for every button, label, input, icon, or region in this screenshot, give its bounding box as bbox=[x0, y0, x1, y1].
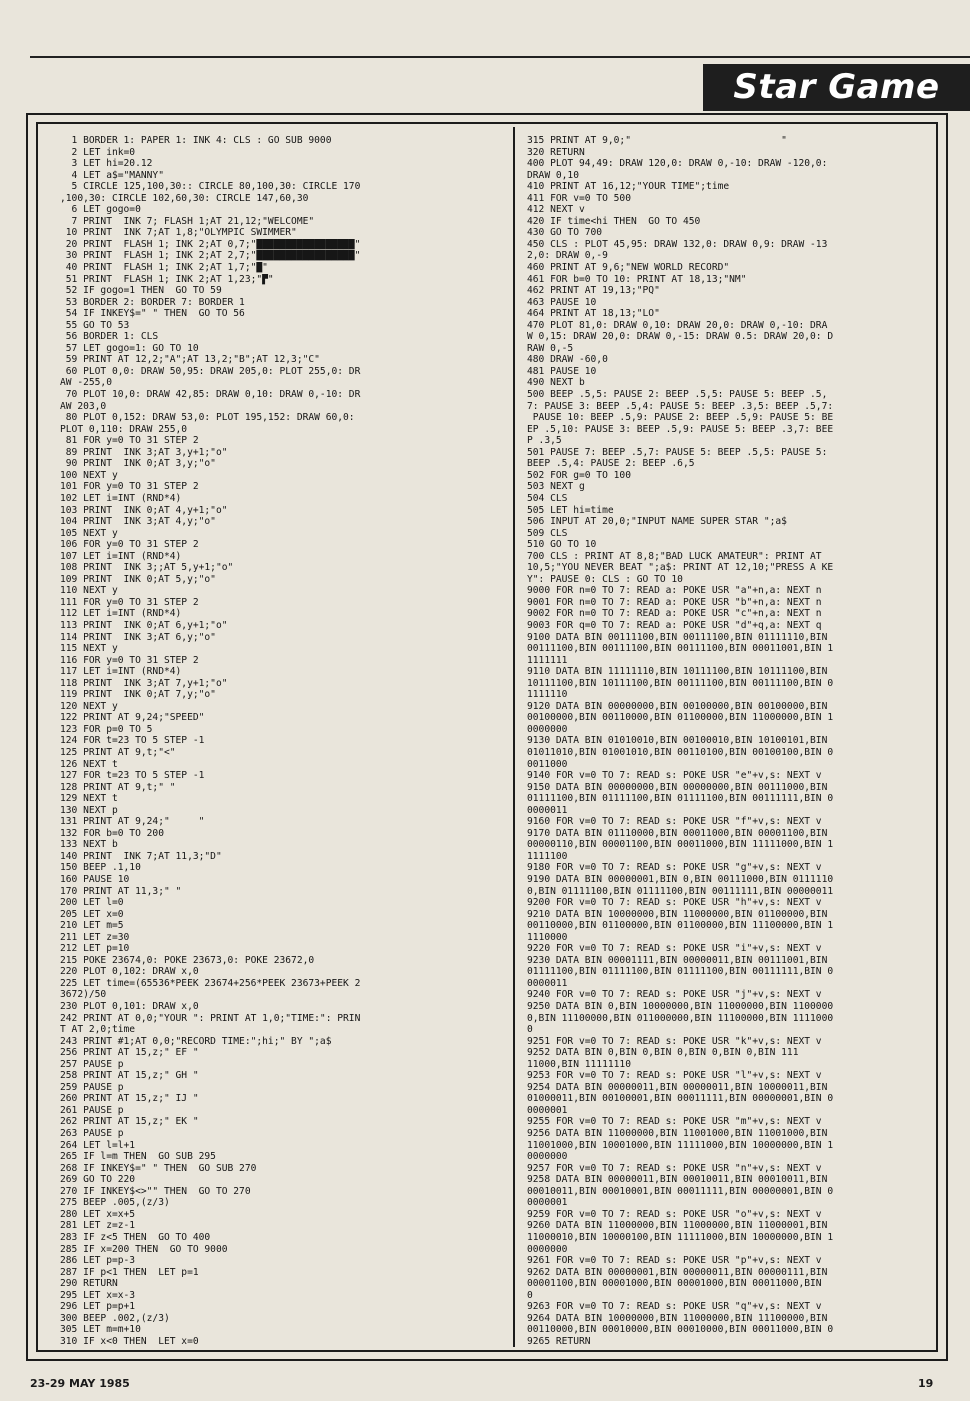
code-line: 9180 FOR v=0 TO 7: READ s: POKE USR "g"+v,s: NEXT v bbox=[527, 862, 822, 874]
code-line: 112 LET i=INT (RND*4) bbox=[60, 608, 182, 620]
code-line: 128 PRINT AT 9,t;" " bbox=[60, 781, 176, 793]
code-line: 54 IF INKEY$=" " THEN GO TO 56 bbox=[60, 308, 245, 320]
code-line: 505 LET hi=time bbox=[527, 504, 614, 516]
code-line: 103 PRINT INK 0;AT 4,y+1;"o" bbox=[60, 504, 228, 516]
code-line: 9263 FOR v=0 TO 7: READ s: POKE USR "q"+v,s: NEXT v bbox=[527, 1301, 822, 1313]
code-line: 117 LET i=INT (RND*4) bbox=[60, 666, 182, 678]
code-line: 205 LET x=0 bbox=[60, 908, 124, 920]
code-line: 00001100,BIN 00001000,BIN 00001000,BIN 00011000,BIN bbox=[527, 1278, 822, 1290]
code-line: 9100 DATA BIN 00111100,BIN 00111100,BIN 01111110,BIN bbox=[527, 631, 828, 643]
code-line: 10,5;"YOU NEVER BEAT ";a$: PRINT AT 12,10;"PRESS A KE bbox=[527, 562, 834, 574]
code-line: 503 NEXT g bbox=[527, 481, 585, 493]
code-line: EP .5,10: PAUSE 3: BEEP .5,9: PAUSE 5: BEEP .3,7: BEE bbox=[527, 423, 834, 435]
code-line: 9256 DATA BIN 11000000,BIN 11001000,BIN 11001000,BIN bbox=[527, 1128, 828, 1140]
code-line: 220 PLOT 0,102: DRAW x,0 bbox=[60, 966, 199, 978]
code-line: 2,0: DRAW 0,-9 bbox=[527, 250, 608, 262]
code-line: 262 PRINT AT 15,z;" EK " bbox=[60, 1116, 199, 1128]
code-line: 109 PRINT INK 0;AT 5,y;"o" bbox=[60, 573, 216, 585]
code-line: 258 PRINT AT 15,z;" GH " bbox=[60, 1070, 199, 1082]
code-line: T AT 2,0;time bbox=[60, 1024, 136, 1036]
code-line: 0000000 bbox=[527, 1151, 568, 1163]
code-line: 1111110 bbox=[527, 689, 568, 701]
code-line: 9265 RETURN bbox=[527, 1335, 591, 1347]
code-line: 9001 FOR n=0 TO 7: READ a: POKE USR "b"+n,a: NEXT n bbox=[527, 596, 822, 608]
code-line: 81 FOR y=0 TO 31 STEP 2 bbox=[60, 435, 199, 447]
code-line: 9220 FOR v=0 TO 7: READ s: POKE USR "i"+v,s: NEXT v bbox=[527, 943, 822, 955]
code-line: 0011000 bbox=[527, 758, 568, 770]
code-line: 111 FOR y=0 TO 31 STEP 2 bbox=[60, 596, 199, 608]
code-line: 132 FOR b=0 TO 200 bbox=[60, 827, 164, 839]
code-line: 264 LET l=l+1 bbox=[60, 1139, 136, 1151]
code-line: 410 PRINT AT 16,12;"YOUR TIME";time bbox=[527, 181, 730, 193]
code-line: 290 RETURN bbox=[60, 1278, 118, 1290]
code-line: 242 PRINT AT 0,0;"YOUR ": PRINT AT 1,0;"TIME:": PRIN bbox=[60, 1012, 361, 1024]
code-line: 2 LET ink=0 bbox=[60, 146, 136, 158]
code-line: 11001000,BIN 10001000,BIN 11111000,BIN 10000000,BIN 1 bbox=[527, 1139, 834, 1151]
code-line: 00110000,BIN 01100000,BIN 01100000,BIN 11100000,BIN 1 bbox=[527, 920, 834, 932]
code-line: 116 FOR y=0 TO 31 STEP 2 bbox=[60, 654, 199, 666]
code-line: 7 PRINT INK 7; FLASH 1;AT 21,12;"WELCOME" bbox=[60, 215, 315, 227]
code-line: 1110000 bbox=[527, 931, 568, 943]
code-line: 502 FOR g=0 TO 100 bbox=[527, 469, 631, 481]
code-line: 4 LET a$="MANNY" bbox=[60, 169, 164, 181]
code-line: 280 LET x=x+5 bbox=[60, 1208, 136, 1220]
code-line: 122 PRINT AT 9,24;"SPEED" bbox=[60, 712, 205, 724]
code-line: 9253 FOR v=0 TO 7: READ s: POKE USR "l"+v,s: NEXT v bbox=[527, 1070, 822, 1082]
code-line: 9110 DATA BIN 11111110,BIN 10111100,BIN 10111100,BIN bbox=[527, 666, 828, 678]
code-line: 9160 FOR v=0 TO 7: READ s: POKE USR "f"+v,s: NEXT v bbox=[527, 816, 822, 828]
code-line: 464 PRINT AT 18,13;"LO" bbox=[527, 308, 660, 320]
code-line: 295 LET x=x-3 bbox=[60, 1289, 136, 1301]
code-line: AW 203,0 bbox=[60, 400, 107, 412]
code-line: 130 NEXT p bbox=[60, 804, 118, 816]
code-line: 287 IF p<1 THEN LET p=1 bbox=[60, 1266, 199, 1278]
code-line: 310 IF x<0 THEN LET x=0 bbox=[60, 1335, 199, 1347]
code-line: 5 CIRCLE 125,100,30:: CIRCLE 80,100,30: CIRCLE 170 bbox=[60, 181, 361, 193]
code-line: 9259 FOR v=0 TO 7: READ s: POKE USR "o"+v,s: NEXT v bbox=[527, 1208, 822, 1220]
code-line: 10111100,BIN 10111100,BIN 00111100,BIN 00111100,BIN 0 bbox=[527, 677, 834, 689]
code-line: 265 IF l=m THEN GO SUB 295 bbox=[60, 1151, 216, 1163]
listing-right-column bbox=[527, 135, 929, 1347]
code-line: 131 PRINT AT 9,24;" " bbox=[60, 816, 205, 828]
code-line: 0000000 bbox=[527, 723, 568, 735]
code-line: 501 PAUSE 7: BEEP .5,7: PAUSE 5: BEEP .5,5: PAUSE 5: bbox=[527, 446, 828, 458]
code-line: 100 NEXT y bbox=[60, 469, 118, 481]
code-line: AW -255,0 bbox=[60, 377, 112, 389]
code-line: 1 BORDER 1: PAPER 1: INK 4: CLS : GO SUB 9000 bbox=[60, 135, 332, 146]
code-line: 270 IF INKEY$<>"" THEN GO TO 270 bbox=[60, 1185, 251, 1197]
code-line: 200 LET l=0 bbox=[60, 897, 124, 909]
code-line: 269 GO TO 220 bbox=[60, 1174, 136, 1186]
code-line: 0000011 bbox=[527, 804, 568, 816]
code-line: 275 BEEP .005,(z/3) bbox=[60, 1197, 170, 1209]
code-line: 0 bbox=[527, 1024, 533, 1036]
code-line: 51 PRINT FLASH 1; INK 2;AT 1,23;"▛" bbox=[60, 273, 274, 285]
code-line: 320 RETURN bbox=[527, 146, 585, 158]
code-line: 150 BEEP .1,10 bbox=[60, 862, 141, 874]
code-line: 490 NEXT b bbox=[527, 377, 585, 389]
code-line: 00010011,BIN 00010001,BIN 00011111,BIN 00000001,BIN 0 bbox=[527, 1185, 834, 1197]
code-line: 01111100,BIN 01111100,BIN 01111100,BIN 00111111,BIN 0 bbox=[527, 966, 834, 978]
code-line: 7: PAUSE 3: BEEP .5,4: PAUSE 5: BEEP .3,5: BEEP .5,7: bbox=[527, 400, 834, 412]
code-line: 59 PRINT AT 12,2;"A";AT 13,2;"B";AT 12,3;"C" bbox=[60, 354, 320, 366]
code-line: 212 LET p=10 bbox=[60, 943, 130, 955]
code-line: 0000001 bbox=[527, 1197, 568, 1209]
code-line: 9252 DATA BIN 0,BIN 0,BIN 0,BIN 0,BIN 0,BIN 111 bbox=[527, 1047, 799, 1059]
code-line: Y": PAUSE 0: CLS : GO TO 10 bbox=[527, 573, 683, 585]
code-line: 0,BIN 11100000,BIN 011000000,BIN 11100000,BIN 1111000 bbox=[527, 1012, 834, 1024]
code-line: ,100,30: CIRCLE 102,60,30: CIRCLE 147,60,30 bbox=[60, 192, 309, 204]
code-line: 6 LET gogo=0 bbox=[60, 204, 141, 216]
code-line: 0 bbox=[527, 1289, 533, 1301]
code-line: 480 DRAW -60,0 bbox=[527, 354, 608, 366]
code-line: 504 CLS bbox=[527, 492, 568, 504]
code-line: 9240 FOR v=0 TO 7: READ s: POKE USR "j"+v,s: NEXT v bbox=[527, 989, 822, 1001]
code-line: 10 PRINT INK 7;AT 1,8;"OLYMPIC SWIMMER" bbox=[60, 227, 297, 239]
code-line: 108 PRINT INK 3;;AT 5,y+1;"o" bbox=[60, 562, 234, 574]
code-line: 9261 FOR v=0 TO 7: READ s: POKE USR "p"+v,s: NEXT v bbox=[527, 1255, 822, 1267]
code-line: 470 PLOT 81,0: DRAW 0,10: DRAW 20,0: DRAW 0,-10: DRA bbox=[527, 319, 828, 331]
code-line: 268 IF INKEY$=" " THEN GO SUB 270 bbox=[60, 1162, 257, 1174]
top-rule bbox=[30, 56, 970, 58]
code-line: 9255 FOR v=0 TO 7: READ s: POKE USR "m"+v,s: NEXT v bbox=[527, 1116, 822, 1128]
code-line: 281 LET z=z-1 bbox=[60, 1220, 136, 1232]
code-line: PAUSE 10: BEEP .5,9: PAUSE 2: BEEP .5,9: PAUSE 5: BE bbox=[527, 412, 834, 424]
code-line: 9262 DATA BIN 00000001,BIN 00000011,BIN 00000111,BIN bbox=[527, 1266, 828, 1278]
code-line: 0000011 bbox=[527, 977, 568, 989]
code-line: 9120 DATA BIN 00000000,BIN 00100000,BIN 00100000,BIN bbox=[527, 700, 828, 712]
page-number: 19 bbox=[918, 1377, 934, 1390]
code-line: 57 LET gogo=1: GO TO 10 bbox=[60, 342, 199, 354]
code-line: 01000011,BIN 00100001,BIN 00011111,BIN 00000001,BIN 0 bbox=[527, 1093, 834, 1105]
code-line: 127 FOR t=23 TO 5 STEP -1 bbox=[60, 770, 205, 782]
code-line: 9257 FOR v=0 TO 7: READ s: POKE USR "n"+v,s: NEXT v bbox=[527, 1162, 822, 1174]
code-line: 500 BEEP .5,5: PAUSE 2: BEEP .5,5: PAUSE 5: BEEP .5, bbox=[527, 389, 828, 401]
code-line: DRAW 0,10 bbox=[527, 169, 579, 181]
code-line: PLOT 0,110: DRAW 255,0 bbox=[60, 423, 188, 435]
code-line: 510 GO TO 10 bbox=[527, 539, 597, 551]
code-line: 30 PRINT FLASH 1; INK 2;AT 2,7;"█████████████████" bbox=[60, 250, 361, 262]
code-line: 00111100,BIN 00111100,BIN 00111100,BIN 00011001,BIN 1 bbox=[527, 643, 834, 655]
code-line: 463 PAUSE 10 bbox=[527, 296, 597, 308]
code-line: 9140 FOR v=0 TO 7: READ s: POKE USR "e"+v,s: NEXT v bbox=[527, 770, 822, 782]
code-line: 263 PAUSE p bbox=[60, 1128, 124, 1140]
code-line: 9210 DATA BIN 10000000,BIN 11000000,BIN 01100000,BIN bbox=[527, 908, 828, 920]
code-line: 9230 DATA BIN 00001111,BIN 00000011,BIN 00111001,BIN bbox=[527, 954, 828, 966]
code-line: 89 PRINT INK 3;AT 3,y+1;"o" bbox=[60, 446, 228, 458]
code-line: 9000 FOR n=0 TO 7: READ a: POKE USR "a"+n,a: NEXT n bbox=[527, 585, 822, 597]
code-line: 462 PRINT AT 19,13;"PQ" bbox=[527, 285, 660, 297]
code-line: 9003 FOR q=0 TO 7: READ a: POKE USR "d"+q,a: NEXT q bbox=[527, 619, 822, 631]
code-line: 113 PRINT INK 0;AT 6,y+1;"o" bbox=[60, 619, 228, 631]
code-line: 315 PRINT AT 9,0;" " bbox=[527, 135, 787, 146]
code-line: 101 FOR y=0 TO 31 STEP 2 bbox=[60, 481, 199, 493]
code-line: 56 BORDER 1: CLS bbox=[60, 331, 159, 343]
code-line: 481 PAUSE 10 bbox=[527, 365, 597, 377]
code-line: 412 NEXT v bbox=[527, 204, 585, 216]
code-line: 243 PRINT #1;AT 0,0;"RECORD TIME:";hi;" BY ";a$ bbox=[60, 1035, 332, 1047]
code-line: 114 PRINT INK 3;AT 6,y;"o" bbox=[60, 631, 216, 643]
code-line: 9250 DATA BIN 0,BIN 10000000,BIN 11000000,BIN 1100000 bbox=[527, 1001, 834, 1013]
code-line: 3 LET hi=20.12 bbox=[60, 158, 153, 170]
code-line: 80 PLOT 0,152: DRAW 53,0: PLOT 195,152: DRAW 60,0: bbox=[60, 412, 355, 424]
code-line: 11000,BIN 11111110 bbox=[527, 1058, 631, 1070]
code-line: 105 NEXT y bbox=[60, 527, 118, 539]
code-line: 215 POKE 23674,0: POKE 23673,0: POKE 23672,0 bbox=[60, 954, 315, 966]
code-line: 70 PLOT 10,0: DRAW 42,85: DRAW 0,10: DRAW 0,-10: DR bbox=[60, 389, 361, 401]
code-line: 506 INPUT AT 20,0;"INPUT NAME SUPER STAR ";a$ bbox=[527, 516, 787, 528]
code-line: 140 PRINT INK 7;AT 11,3;"D" bbox=[60, 850, 222, 862]
code-line: 285 IF x=200 THEN GO TO 9000 bbox=[60, 1243, 228, 1255]
code-line: RAW 0,-5 bbox=[527, 342, 574, 354]
code-line: 296 LET p=p+1 bbox=[60, 1301, 136, 1313]
code-line: 225 LET time=(65536*PEEK 23674+256*PEEK 23673+PEEK 2 bbox=[60, 977, 361, 989]
code-line: 124 FOR t=23 TO 5 STEP -1 bbox=[60, 735, 205, 747]
code-line: 9264 DATA BIN 10000000,BIN 11000000,BIN 11100000,BIN bbox=[527, 1312, 828, 1324]
code-line: 60 PLOT 0,0: DRAW 50,95: DRAW 205,0: PLOT 255,0: DR bbox=[60, 365, 361, 377]
code-line: 0000001 bbox=[527, 1104, 568, 1116]
section-title: Star Game bbox=[703, 64, 970, 111]
code-line: 257 PAUSE p bbox=[60, 1058, 124, 1070]
code-line: 9254 DATA BIN 00000011,BIN 00000011,BIN 10000011,BIN bbox=[527, 1081, 828, 1093]
code-line: 261 PAUSE p bbox=[60, 1104, 124, 1116]
code-line: 0,BIN 01111100,BIN 01111100,BIN 00111111,BIN 00000011 bbox=[527, 885, 834, 897]
code-line: 125 PRINT AT 9,t;"<" bbox=[60, 746, 176, 758]
code-line: P .3,5 bbox=[527, 435, 562, 447]
code-line: BEEP .5,4: PAUSE 2: BEEP .6,5 bbox=[527, 458, 695, 470]
code-line: 20 PRINT FLASH 1; INK 2;AT 0,7;"█████████████████" bbox=[60, 238, 361, 250]
code-line: 107 LET i=INT (RND*4) bbox=[60, 550, 182, 562]
code-line: 0000000 bbox=[527, 1243, 568, 1255]
code-line: 509 CLS bbox=[527, 527, 568, 539]
code-line: 170 PRINT AT 11,3;" " bbox=[60, 885, 182, 897]
code-line: 286 LET p=p-3 bbox=[60, 1255, 136, 1267]
code-line: 9190 DATA BIN 00000001,BIN 0,BIN 00111000,BIN 0111110 bbox=[527, 874, 834, 885]
code-line: 01011010,BIN 01001010,BIN 00110100,BIN 00100100,BIN 0 bbox=[527, 746, 834, 758]
code-line: 259 PAUSE p bbox=[60, 1081, 124, 1093]
code-line: 00100000,BIN 00110000,BIN 01100000,BIN 11000000,BIN 1 bbox=[527, 712, 834, 724]
code-line: 9002 FOR n=0 TO 7: READ a: POKE USR "c"+n,a: NEXT n bbox=[527, 608, 822, 620]
code-line: 115 NEXT y bbox=[60, 643, 118, 655]
code-line: 9260 DATA BIN 11000000,BIN 11000000,BIN 11000001,BIN bbox=[527, 1220, 828, 1232]
code-line: 283 IF z<5 THEN GO TO 400 bbox=[60, 1231, 211, 1243]
code-line: 01111100,BIN 01111100,BIN 01111100,BIN 00111111,BIN 0 bbox=[527, 793, 834, 805]
code-line: 160 PAUSE 10 bbox=[60, 874, 130, 885]
code-line: 00110000,BIN 00010000,BIN 00010000,BIN 00011000,BIN 0 bbox=[527, 1324, 834, 1336]
code-line: 133 NEXT b bbox=[60, 839, 118, 851]
code-line: 126 NEXT t bbox=[60, 758, 118, 770]
code-line: 90 PRINT INK 0;AT 3,y;"o" bbox=[60, 458, 216, 470]
code-line: 461 FOR b=0 TO 10: PRINT AT 18,13;"NM" bbox=[527, 273, 747, 285]
listing-left-column bbox=[60, 135, 506, 1347]
code-line: 102 LET i=INT (RND*4) bbox=[60, 492, 182, 504]
code-line: 460 PRINT AT 9,6;"NEW WORLD RECORD" bbox=[527, 262, 730, 274]
code-line: 00000110,BIN 00001100,BIN 00011000,BIN 11111000,BIN 1 bbox=[527, 839, 834, 851]
code-line: 450 CLS : PLOT 45,95: DRAW 132,0: DRAW 0,9: DRAW -13 bbox=[527, 238, 828, 250]
column-divider bbox=[513, 127, 515, 1347]
code-line: 119 PRINT INK 0;AT 7,y;"o" bbox=[60, 689, 216, 701]
code-line: 104 PRINT INK 3;AT 4,y;"o" bbox=[60, 516, 216, 528]
code-line: 129 NEXT t bbox=[60, 793, 118, 805]
code-line: 9170 DATA BIN 01110000,BIN 00011000,BIN 00001100,BIN bbox=[527, 827, 828, 839]
code-line: 110 NEXT y bbox=[60, 585, 118, 597]
code-line: 55 GO TO 53 bbox=[60, 319, 130, 331]
code-line: 411 FOR v=0 TO 500 bbox=[527, 192, 631, 204]
code-line: 256 PRINT AT 15,z;" EF " bbox=[60, 1047, 199, 1059]
code-line: 11000010,BIN 10000100,BIN 11111000,BIN 10000000,BIN 1 bbox=[527, 1231, 834, 1243]
code-line: 40 PRINT FLASH 1; INK 2;AT 1,7;"█" bbox=[60, 262, 268, 274]
code-line: 3672)/50 bbox=[60, 989, 107, 1001]
code-line: 420 IF time<hi THEN GO TO 450 bbox=[527, 215, 701, 227]
code-line: 305 LET m=m+10 bbox=[60, 1324, 141, 1336]
code-line: 9258 DATA BIN 00000011,BIN 00010011,BIN 00010011,BIN bbox=[527, 1174, 828, 1186]
code-line: 211 LET z=30 bbox=[60, 931, 130, 943]
code-line: 9130 DATA BIN 01010010,BIN 00100010,BIN 10100101,BIN bbox=[527, 735, 828, 747]
code-line: W 0,15: DRAW 20,0: DRAW 0,-15: DRAW 0.5: DRAW 20,0: D bbox=[527, 331, 834, 343]
code-line: 53 BORDER 2: BORDER 7: BORDER 1 bbox=[60, 296, 245, 308]
code-line: 106 FOR y=0 TO 31 STEP 2 bbox=[60, 539, 199, 551]
code-line: 230 PLOT 0,101: DRAW x,0 bbox=[60, 1001, 199, 1013]
code-line: 1111111 bbox=[527, 654, 568, 666]
code-line: 260 PRINT AT 15,z;" IJ " bbox=[60, 1093, 199, 1105]
code-line: 430 GO TO 700 bbox=[527, 227, 603, 239]
code-line: 700 CLS : PRINT AT 8,8;"BAD LUCK AMATEUR": PRINT AT bbox=[527, 550, 822, 562]
issue-date: 23-29 MAY 1985 bbox=[30, 1377, 130, 1390]
code-line: 9251 FOR v=0 TO 7: READ s: POKE USR "k"+v,s: NEXT v bbox=[527, 1035, 822, 1047]
code-line: 52 IF gogo=1 THEN GO TO 59 bbox=[60, 285, 222, 297]
code-line: 210 LET m=5 bbox=[60, 920, 124, 932]
code-line: 1111100 bbox=[527, 850, 568, 862]
code-line: 300 BEEP .002,(z/3) bbox=[60, 1312, 170, 1324]
code-line: 9150 DATA BIN 00000000,BIN 00000000,BIN 00111000,BIN bbox=[527, 781, 828, 793]
code-line: 123 FOR p=0 TO 5 bbox=[60, 723, 153, 735]
code-line: 9200 FOR v=0 TO 7: READ s: POKE USR "h"+v,s: NEXT v bbox=[527, 897, 822, 909]
code-line: 120 NEXT y bbox=[60, 700, 118, 712]
code-line: 400 PLOT 94,49: DRAW 120,0: DRAW 0,-10: DRAW -120,0: bbox=[527, 158, 828, 170]
code-line: 118 PRINT INK 3;AT 7,y+1;"o" bbox=[60, 677, 228, 689]
